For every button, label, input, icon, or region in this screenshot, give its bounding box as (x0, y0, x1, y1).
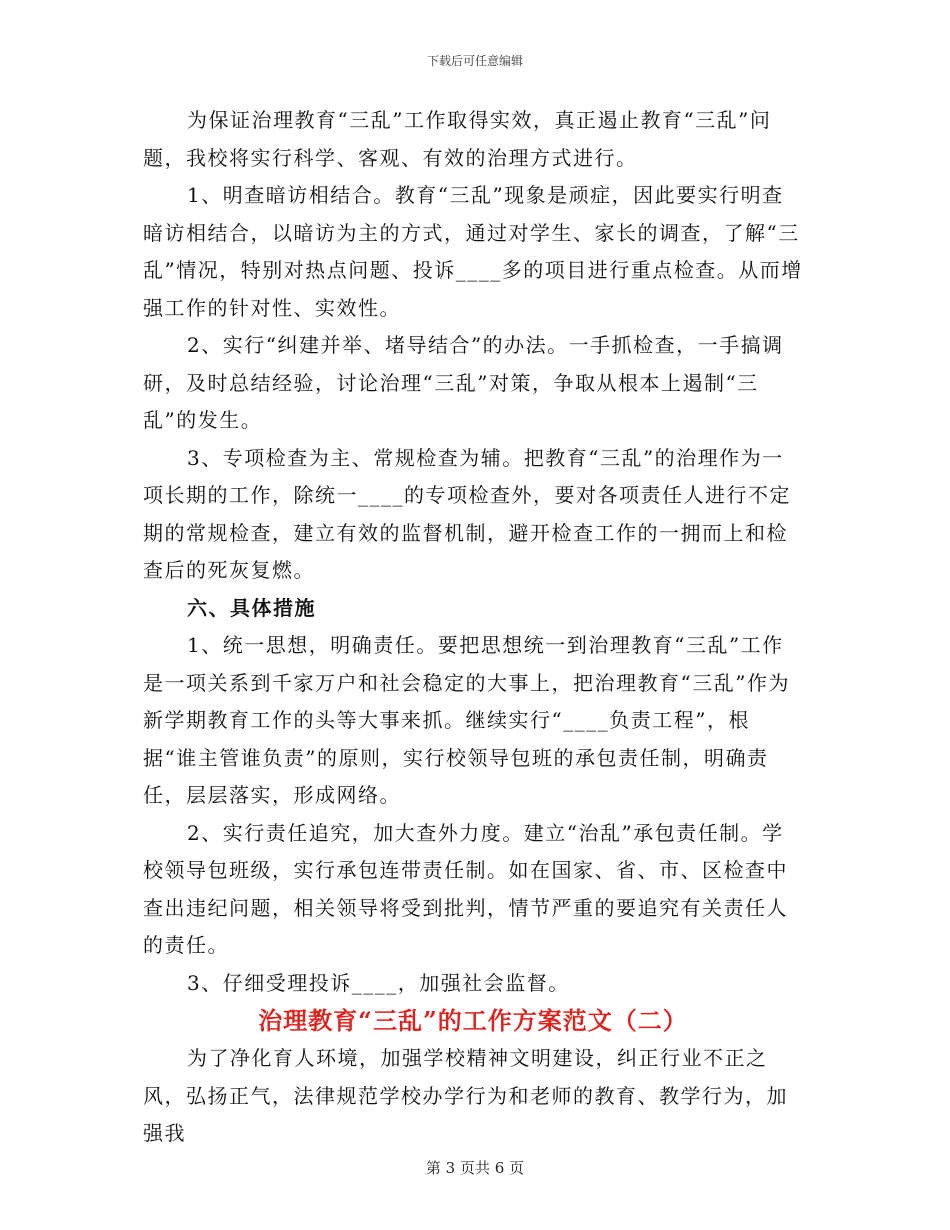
section-heading: 六、具体措施 (187, 595, 316, 620)
method-paragraph-1: 1、明查暗访相结合。教育“三乱”现象是顽症，因此要实行明查暗访相结合，以暗访为主的方式，通过对学生、家长的调查，了解“三乱”情况，特别对热点问题、投诉____多的项目进行重点检查。从而增强工作的针对性、实效性。 (143, 183, 803, 320)
document-title: 治理教育“三乱”的工作方案范文（二） (258, 1006, 688, 1035)
measure-paragraph-2: 2、实行责任追究，加大查外力度。建立“治乱”承包责任制。学校领导包班级，实行承包连带责任制。如在国家、省、市、区检查中查出违纪问题，相关领导将受到批判，情节严重的要追究有关责任人的责任。 (143, 820, 788, 957)
intro-paragraph: 为保证治理教育“三乱”工作取得实效，真正遏止教育“三乱”问题，我校将实行科学、客观、有效的治理方式进行。 (143, 108, 772, 170)
method-paragraph-3: 3、专项检查为主、常规检查为辅。把教育“三乱”的治理作为一项长期的工作，除统一____的专项检查外，要对各项责任人进行不定期的常规检查，建立有效的监督机制，避开检查工作的一拥而上和检查后的死灰复燃。 (143, 445, 791, 582)
page-header: 下载后可任意编辑 (426, 54, 523, 68)
method-paragraph-2: 2、实行“纠建并举、堵导结合”的办法。一手抓检查，一手搞调研，及时总结经验，讨论治理“三乱”对策，争取从根本上遏制“三乱”的发生。 (143, 333, 784, 432)
measure-paragraph-1: 1、统一思想，明确责任。要把思想统一到治理教育“三乱”工作是一项关系到千家万户和社会稳定的大事上，把治理教育“三乱”作为新学期教育工作的头等大事来抓。继续实行“____负责工程”，根据“谁主管谁负责”的原则，实行校领导包班的承包责任制，明确责任，层层落实，形成网络。 (143, 633, 790, 807)
measure-paragraph-3: 3、仔细受理投诉____，加强社会监督。 (187, 970, 570, 995)
closing-paragraph: 为了净化育人环境，加强学校精神文明建设，纠正行业不正之风，弘扬正气，法律规范学校办学行为和老师的教育、教学行为，加强我 (143, 1046, 788, 1145)
document-body (143, 102, 803, 1153)
page-number: 第 3 页共 6 页 (425, 1159, 525, 1177)
